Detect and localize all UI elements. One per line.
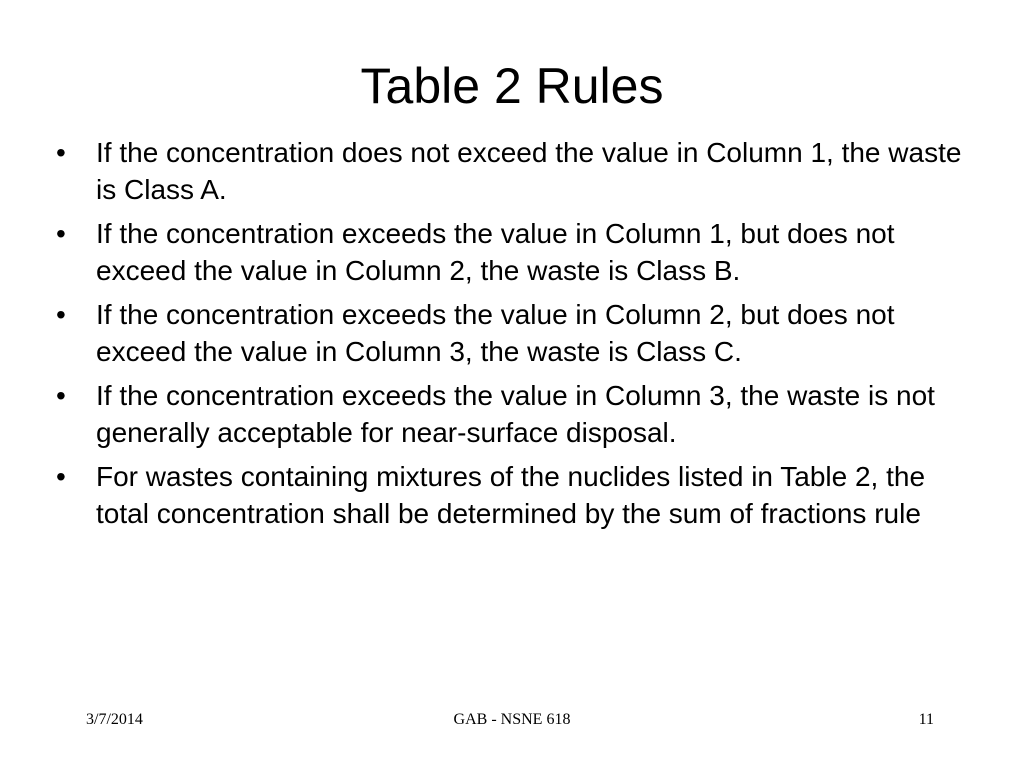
bullet-dot-icon: •	[56, 299, 66, 330]
footer-date: 3/7/2014	[86, 711, 143, 728]
slide-title: Table 2 Rules	[360, 58, 664, 114]
bullet-text: If the concentration exceeds the value in Column 2, but does not exceed the value in Column 3, the waste is Class C.	[96, 299, 895, 367]
footer-course-label: GAB - NSNE 618	[453, 711, 571, 728]
bullet-text: If the concentration exceeds the value in Column 3, the waste is not generally acceptable for near-surface disposal.	[96, 380, 935, 448]
bullet-dot-icon: •	[56, 461, 66, 492]
bullet-text: If the concentration exceeds the value in Column 1, but does not exceed the value in Column 2, the waste is Class B.	[96, 218, 895, 286]
bullet-item	[56, 458, 976, 532]
bullet-dot-icon: •	[56, 380, 66, 411]
bullet-text: If the concentration does not exceed the value in Column 1, the waste is Class A.	[96, 137, 962, 205]
bullet-item	[56, 296, 976, 370]
bullet-item	[56, 134, 976, 208]
bullet-list	[56, 134, 976, 539]
bullet-text: For wastes containing mixtures of the nuclides listed in Table 2, the total concentration shall be determined by the sum of fractions rule	[96, 461, 926, 529]
bullet-item	[56, 215, 976, 289]
bullet-dot-icon: •	[56, 218, 66, 249]
bullet-item	[56, 377, 976, 451]
bullet-dot-icon: •	[56, 137, 66, 168]
footer-page-number: 11	[918, 711, 934, 728]
